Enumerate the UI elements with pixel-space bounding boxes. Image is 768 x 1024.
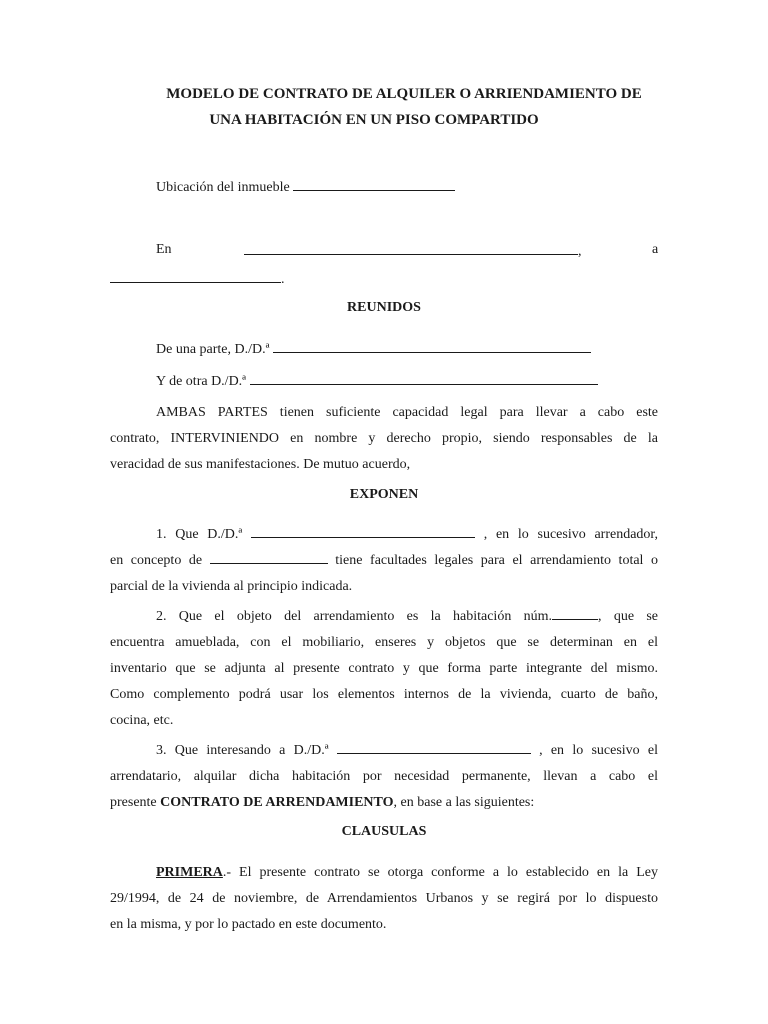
fecha-blank[interactable]	[110, 270, 281, 283]
p1-line-1	[110, 522, 658, 548]
clausula-primera-paragraph	[110, 860, 658, 938]
concepto-blank[interactable]	[210, 551, 328, 564]
primera-label: PRIMERA	[156, 865, 223, 880]
arrendador-blank[interactable]	[251, 525, 475, 538]
parte1-blank[interactable]	[273, 340, 591, 353]
p2-objeto: 2. Que el objeto del arrendamiento es la habitación núm.	[156, 609, 553, 624]
primera-text-1: .- El presente contrato se otorga conforme a lo establecido en la Ley	[222, 865, 658, 880]
p3-line-2: arrendatario, alquilar dicha habitación por necesidad permanente, llevan a cabo el	[110, 769, 658, 784]
p3-presente: presente	[110, 795, 157, 810]
en-label: En	[156, 242, 172, 257]
p3-interesando: 3. Que interesando a D./D.ª	[156, 743, 329, 758]
habitacion-num-blank[interactable]	[552, 607, 598, 620]
ubicacion-blank[interactable]	[293, 178, 455, 191]
primera-line-3: en la misma, y por lo pactado en este documento.	[110, 917, 387, 932]
parte1-row	[156, 340, 591, 358]
p1-arrendador: , en lo sucesivo arrendador,	[483, 527, 659, 542]
parte1-label: De una parte, D./D.ª	[156, 342, 270, 357]
parte2-row	[156, 372, 598, 390]
p3-siguientes: , en base a las siguientes:	[393, 795, 535, 810]
ubicacion-label: Ubicación del inmueble	[156, 180, 290, 195]
p2-line-5: cocina, etc.	[110, 713, 174, 728]
p2-line-2: encuentra amueblada, con el mobiliario, enseres y objetos que se determinan en el	[110, 635, 658, 650]
exponen-heading: EXPONEN	[349, 487, 419, 502]
exponen-paragraph-2	[110, 604, 658, 734]
ambas-line-3: veracidad de sus manifestaciones. De mutuo acuerdo,	[110, 457, 411, 472]
a-label: a	[652, 242, 659, 257]
exponen-paragraph-3	[110, 738, 658, 816]
ubicacion-row	[156, 178, 455, 196]
p3-sucesivo: , en lo sucesivo el	[539, 743, 659, 758]
p2-line-4: Como complemento podrá usar los elementos internos de la vivienda, cuarto de baño,	[110, 687, 658, 702]
p1-line-2	[110, 548, 658, 574]
en-comma: ,	[578, 244, 582, 259]
ambas-partes-paragraph	[110, 400, 658, 478]
arrendatario-blank[interactable]	[337, 741, 531, 754]
ambas-line-2: contrato, INTERVINIENDO en nombre y derecho propio, siendo responsables de la	[110, 431, 658, 446]
p1-line-3: parcial de la vivienda al principio indicada.	[110, 579, 353, 594]
lugar-blank[interactable]	[244, 242, 578, 255]
p3-line-1	[110, 738, 658, 764]
exponen-paragraph-1	[110, 522, 658, 600]
p3-line-3	[110, 790, 658, 816]
p2-que-se: , que se	[598, 609, 658, 624]
reunidos-heading: REUNIDOS	[347, 300, 421, 315]
primera-line-1	[110, 860, 658, 886]
parte2-label: Y de otra D./D.ª	[156, 374, 247, 389]
p1-facultades: tiene facultades legales para el arrendamiento total o	[335, 553, 659, 568]
parte2-blank[interactable]	[250, 372, 598, 385]
ambas-line-1: AMBAS PARTES tienen suficiente capacidad legal para llevar a cabo este	[156, 405, 658, 420]
clausulas-heading: CLAUSULAS	[341, 824, 427, 839]
p1-concepto: en concepto de	[110, 553, 203, 568]
p3-contrato-bold: CONTRATO DE ARRENDAMIENTO	[160, 795, 394, 810]
fecha-end: .	[281, 272, 285, 287]
en-row	[244, 242, 582, 260]
document-title-line-2: UNA HABITACIÓN EN UN PISO COMPARTIDO	[209, 112, 539, 128]
primera-line-2: 29/1994, de 24 de noviembre, de Arrendamientos Urbanos y se regirá por lo dispuesto	[110, 891, 658, 906]
document-title-line-1: MODELO DE CONTRATO DE ALQUILER O ARRIENDAMIENTO DE	[166, 86, 642, 102]
fecha-row	[110, 270, 285, 288]
p1-que: 1. Que D./D.ª	[156, 527, 243, 542]
p2-line-1	[110, 604, 658, 630]
p2-line-3: inventario que se adjunta al presente contrato y que forma parte integrante del mismo.	[110, 661, 658, 676]
